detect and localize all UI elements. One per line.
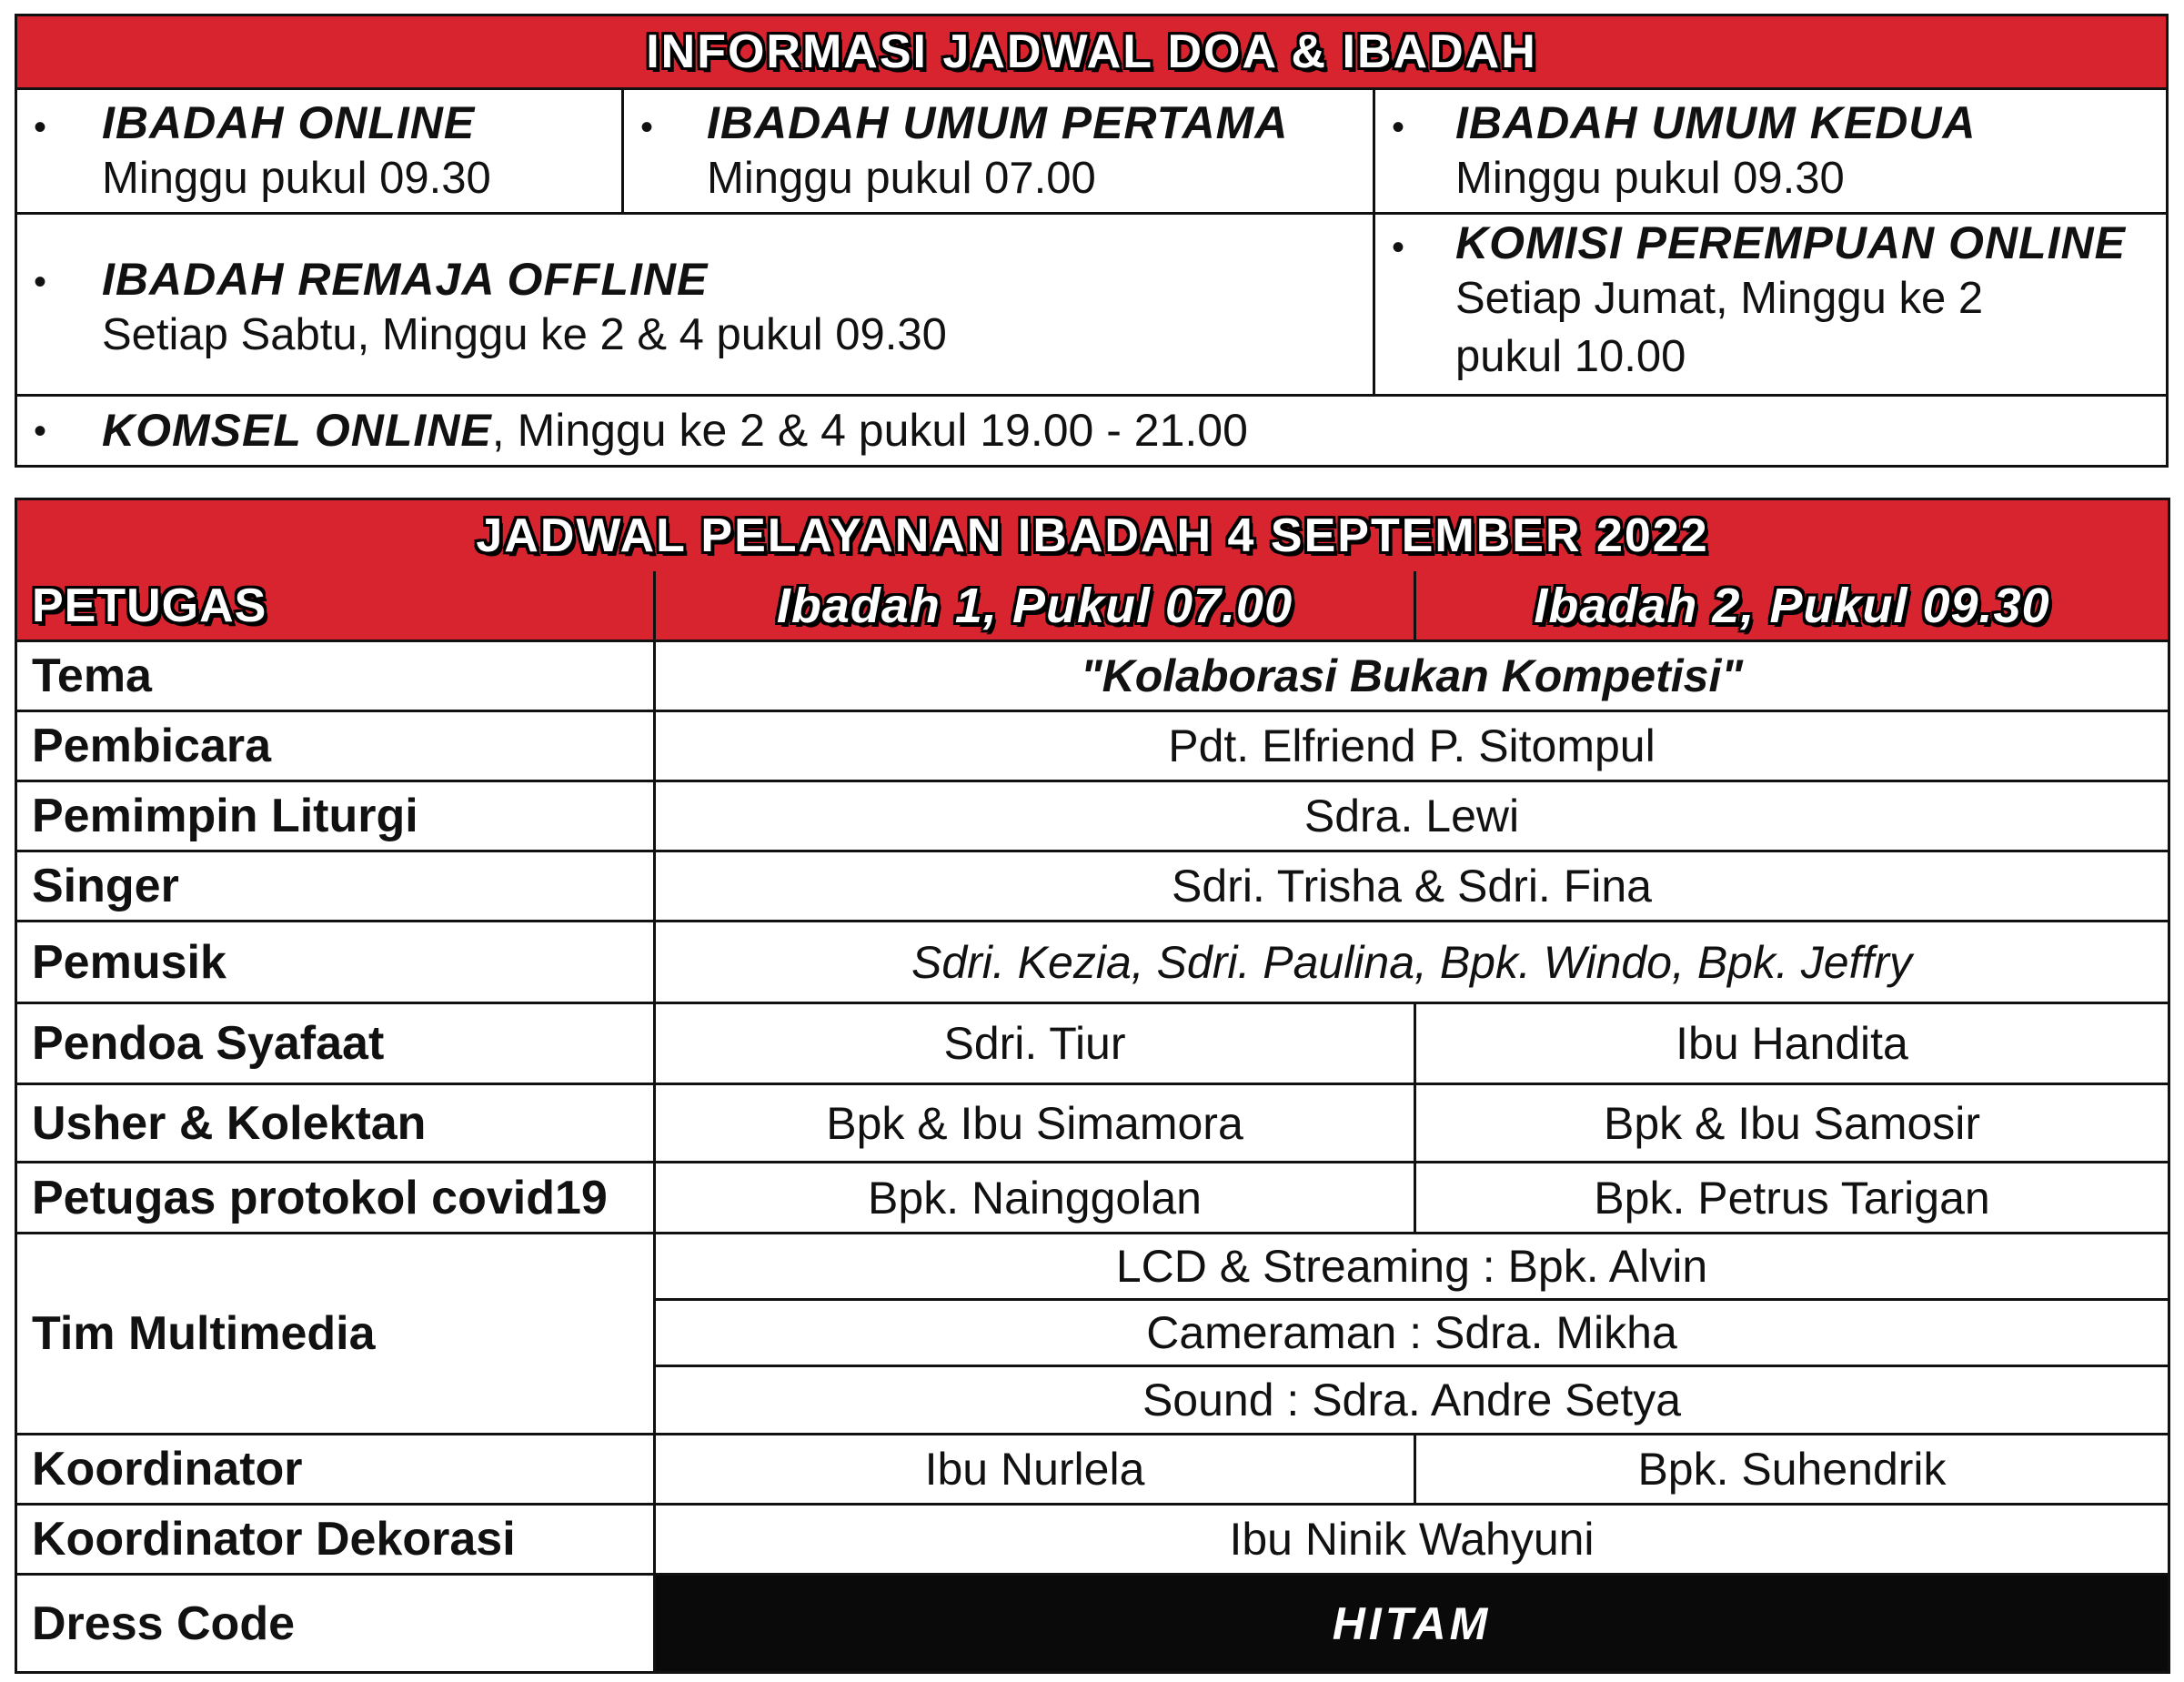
komsel-time: , Minggu ke 2 & 4 pukul 19.00 - 21.00 [491,405,1248,456]
info-item-ibadah-remaja [17,215,1375,397]
multimedia-lcd: LCD & Streaming : Bpk. Alvin [656,1234,2168,1301]
row-label: Usher & Kolektan [17,1085,656,1161]
info-item-title: IBADAH UMUM PERTAMA [707,97,1289,148]
row-tema [17,642,2168,712]
bullet: • [640,107,654,147]
row-value-ibadah-1: Sdri. Tiur [656,1004,1416,1083]
info-item-time: Setiap Sabtu, Minggu ke 2 & 4 pukul 09.30 [102,310,947,359]
bullet: • [1392,227,1405,267]
info-box [15,14,2169,468]
row-label: Pendoa Syafaat [17,1004,656,1083]
info-item-ibadah-umum-kedua [1375,87,2166,215]
row-label: Pemusik [17,922,656,1002]
row-label: Dress Code [17,1576,656,1671]
bullet: • [1392,107,1405,147]
bullet: • [34,107,47,147]
row-value-ibadah-2: Ibu Handita [1676,1018,1908,1069]
row-value: "Kolaborasi Bukan Kompetisi" [1080,650,1744,701]
header-ibadah-1-text: Ibadah 1, Pukul 07.00 [776,578,1293,633]
info-item-ibadah-online [17,87,624,215]
row-label: Tema [17,642,656,710]
multimedia-sound: Sound : Sdra. Andre Setya [1142,1375,1682,1425]
info-item-komisi-perempuan [1375,215,2166,397]
schedule-table [15,498,2170,1674]
row-label: Pemimpin Liturgi [17,782,656,850]
row-pemimpin-liturgi [17,782,2168,852]
schedule-title-bar [17,500,2168,574]
row-usher-kolektan [17,1085,2168,1163]
row-singer [17,852,2168,922]
row-value-ibadah-1: Bpk. Nainggolan [656,1163,1416,1232]
row-value-ibadah-1: Bpk & Ibu Simamora [656,1085,1416,1161]
row-value-ibadah-2: Bpk & Ibu Samosir [1603,1097,1981,1149]
row-value: Ibu Ninik Wahyuni [1229,1514,1595,1565]
info-item-time-2: pukul 10.00 [1455,332,1686,381]
info-title-bar [17,16,2166,90]
info-item-time: Minggu pukul 07.00 [707,154,1096,203]
row-value: Pdt. Elfriend P. Sitompul [1168,720,1656,771]
info-item-title: IBADAH ONLINE [102,97,476,148]
info-item-title: IBADAH UMUM KEDUA [1455,97,1977,148]
header-petugas-text: PETUGAS [32,579,267,632]
header-ibadah-1 [656,571,1416,640]
info-item-time: Minggu pukul 09.30 [1455,154,1845,203]
row-label: Petugas protokol covid19 [17,1163,656,1232]
info-item-ibadah-umum-pertama [624,87,1375,215]
row-koordinator-dekorasi [17,1506,2168,1576]
header-ibadah-2-text: Ibadah 2, Pukul 09.30 [1534,578,2050,633]
row-label: Koordinator [17,1435,656,1503]
info-item-title [102,404,1248,457]
row-pendoa-syafaat [17,1004,2168,1085]
dress-code-value: HITAM [656,1576,2168,1671]
row-dress-code [17,1576,2168,1671]
row-value: Sdri. Kezia, Sdri. Paulina, Bpk. Windo, Bpk. Jeffry [911,936,1913,988]
row-koordinator [17,1435,2168,1506]
info-item-time: Setiap Jumat, Minggu ke 2 [1455,274,1984,323]
table-header-row [17,571,2168,642]
row-value: Sdri. Trisha & Sdri. Fina [1172,861,1652,912]
bullet: • [34,411,47,451]
info-item-title: KOMISI PEREMPUAN ONLINE [1455,217,2126,268]
row-tim-multimedia [17,1234,2168,1435]
row-label: Singer [17,852,656,920]
row-label: Pembicara [17,712,656,780]
info-title: INFORMASI JADWAL DOA & IBADAH [646,25,1537,78]
info-item-komsel [17,397,2166,465]
row-label: Tim Multimedia [17,1234,656,1433]
row-value-ibadah-1: Ibu Nurlela [656,1435,1416,1503]
header-petugas [17,571,656,640]
info-item-time: Minggu pukul 09.30 [102,154,491,203]
row-value: Sdra. Lewi [1303,791,1520,841]
row-pemusik [17,922,2168,1004]
komsel-title: KOMSEL ONLINE [102,405,492,456]
row-value-ibadah-2: Bpk. Suhendrik [1637,1444,1947,1495]
schedule-title: JADWAL PELAYANAN IBADAH 4 SEPTEMBER 2022 [476,509,1709,562]
row-label: Koordinator Dekorasi [17,1506,656,1573]
header-ibadah-2 [1416,571,2168,640]
multimedia-cameraman: Cameraman : Sdra. Mikha [656,1301,2168,1367]
row-pembicara [17,712,2168,782]
row-protokol-covid19 [17,1163,2168,1234]
bullet: • [34,262,47,302]
info-item-title: IBADAH REMAJA OFFLINE [102,254,709,305]
row-value-ibadah-2: Bpk. Petrus Tarigan [1594,1172,1990,1224]
